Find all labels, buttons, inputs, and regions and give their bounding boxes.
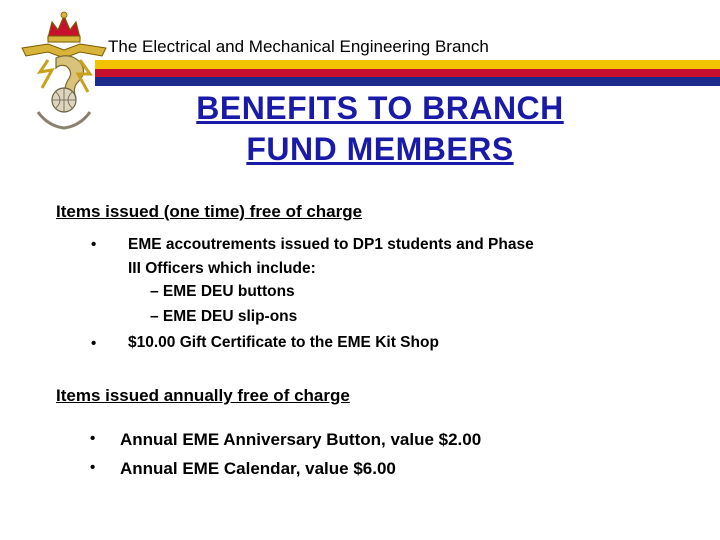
stripe-blue: [95, 77, 720, 86]
list-item: Annual EME Anniversary Button, value $2.00: [120, 430, 482, 449]
list-item-continued: III Officers which include:: [128, 260, 316, 277]
title-line-2: FUND MEMBERS: [246, 131, 514, 167]
title-line-1: BENEFITS TO BRANCH: [196, 90, 564, 126]
list-item: EME accoutrements issued to DP1 students and Phase: [128, 236, 534, 253]
bullet-glyph: •: [91, 335, 97, 352]
sub-list-item: – EME DEU buttons: [150, 283, 295, 300]
page-title: [100, 88, 660, 170]
crown-icon: [48, 12, 80, 42]
bullet-glyph: •: [90, 430, 96, 447]
bullet-glyph: •: [90, 459, 96, 476]
list-item: $10.00 Gift Certificate to the EME Kit Shop: [128, 334, 439, 351]
branch-name: The Electrical and Mechanical Engineering Branch: [108, 37, 489, 56]
sub-list-item: – EME DEU slip-ons: [150, 308, 298, 325]
eme-crest-icon: [18, 8, 110, 132]
list-item: Annual EME Calendar, value $6.00: [120, 459, 396, 478]
section-one-heading: Items issued (one time) free of charge: [56, 202, 363, 221]
stripe-red: [95, 69, 720, 78]
section-two-heading: Items issued annually free of charge: [56, 386, 350, 405]
bullet-glyph: •: [91, 236, 97, 253]
stripe-yellow: [95, 60, 720, 69]
